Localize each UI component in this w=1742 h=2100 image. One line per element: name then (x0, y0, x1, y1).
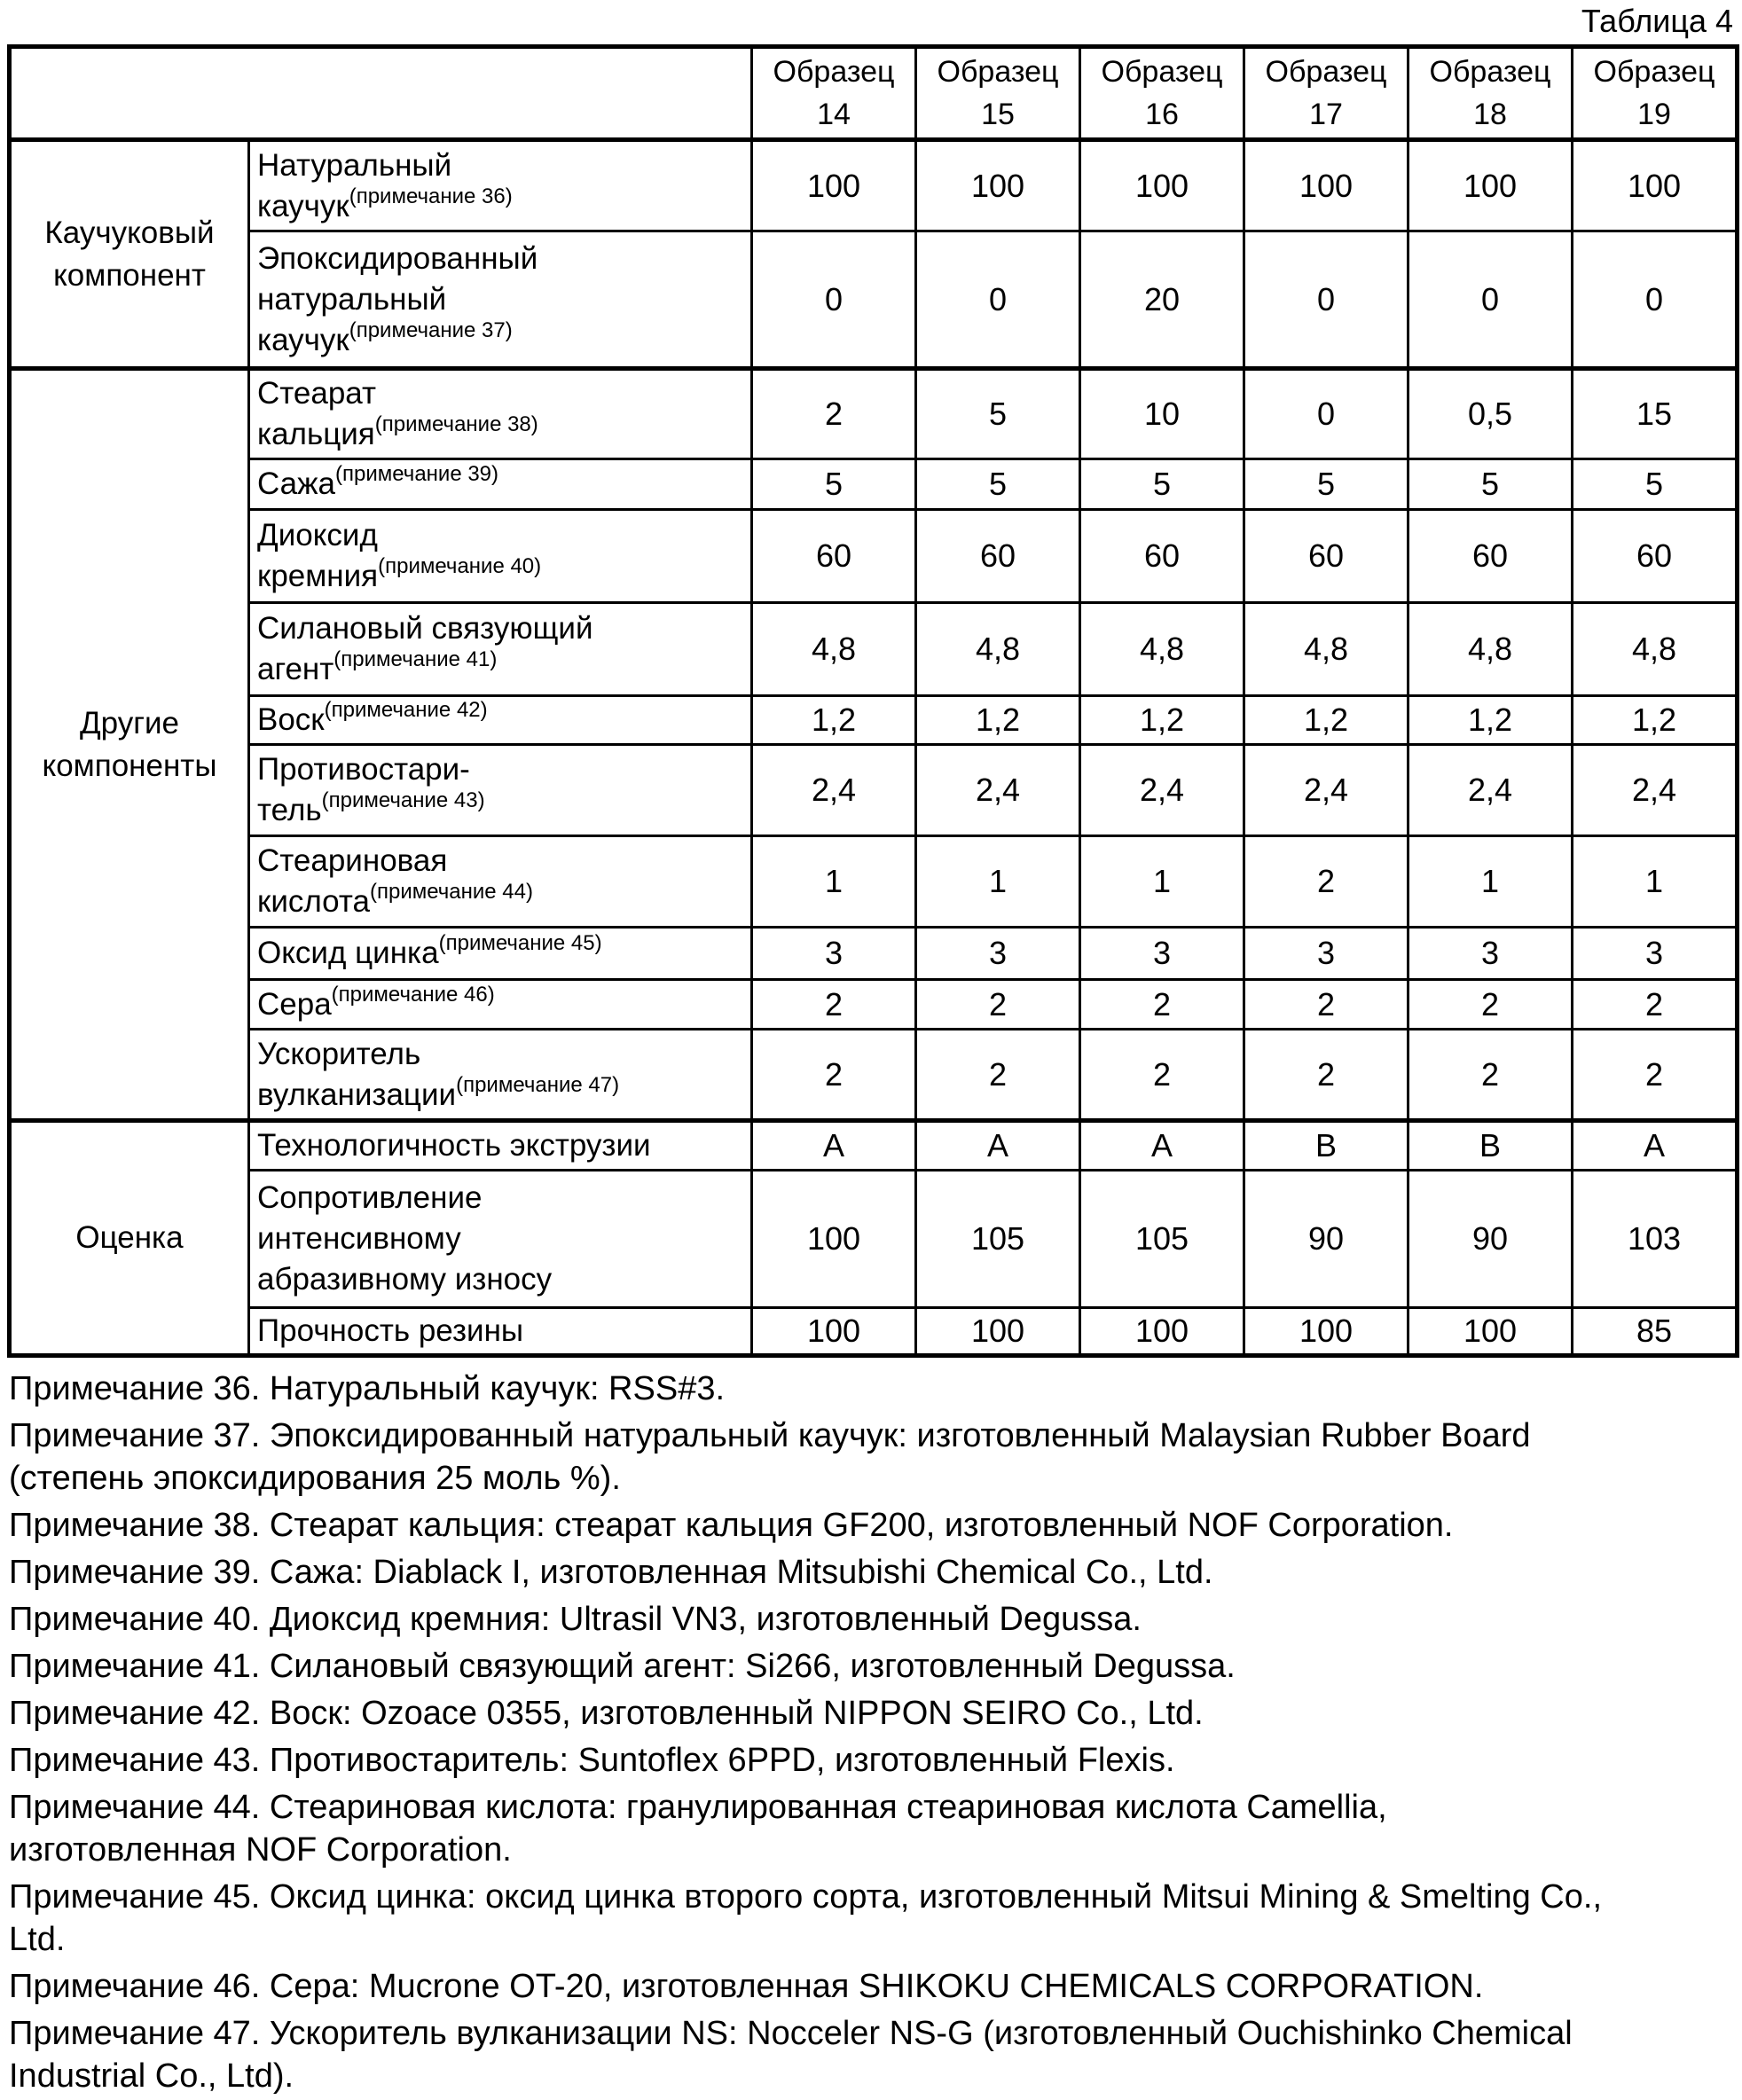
value-cell: 2 (1409, 980, 1573, 1030)
group-label-line: компоненты (42, 748, 217, 783)
table-row (10, 1171, 1738, 1308)
value-cell: 100 (1244, 1308, 1409, 1356)
component-name-text: Воск (257, 702, 325, 737)
component-name-line (257, 1259, 747, 1300)
value-cell: 5 (1080, 459, 1244, 510)
component-name-line (257, 1311, 747, 1352)
component-name-line (257, 1125, 747, 1166)
value-cell: 0 (916, 231, 1080, 369)
value-cell: 100 (1080, 1308, 1244, 1356)
value-cell: 1,2 (1080, 696, 1244, 745)
note-text: Примечание 42. Воск: Ozoace 0355, изготовленный NIPPON SEIRO Co., Ltd. (9, 1695, 1204, 1732)
group-label-cell (10, 140, 249, 369)
component-name-cell (249, 140, 752, 231)
table-row (10, 603, 1738, 696)
component-name-text: вулканизации (257, 1077, 457, 1112)
column-header-number: 14 (817, 98, 851, 131)
value-cell: 103 (1573, 1171, 1738, 1308)
value-cell: 2,4 (1573, 745, 1738, 836)
component-name-line (257, 1034, 747, 1075)
value-cell: 2 (1244, 980, 1409, 1030)
component-name-line (257, 608, 747, 649)
component-name-line (257, 984, 747, 1025)
component-name-cell (249, 745, 752, 836)
component-name-line (257, 1072, 747, 1116)
value-cell: B (1409, 1121, 1573, 1171)
note-text: Примечание 40. Диоксид кремния: Ultrasil VN3, изготовленный Degussa. (9, 1601, 1142, 1638)
component-name-text: интенсивному (257, 1221, 461, 1256)
component-name-line (257, 515, 747, 556)
table-row (10, 928, 1738, 980)
note-text: Примечание 39. Сажа: Diablack I, изготовленная Mitsubishi Chemical Co., Ltd. (9, 1554, 1213, 1591)
table-row (10, 696, 1738, 745)
table-row (10, 459, 1738, 510)
component-name-text: Технологичность экструзии (257, 1128, 651, 1163)
value-cell: 2,4 (1080, 745, 1244, 836)
value-cell: 5 (1244, 459, 1409, 510)
note-reference: (примечание 37) (349, 317, 513, 342)
component-name-line (257, 882, 747, 922)
value-cell: 15 (1573, 369, 1738, 459)
column-header-sample-17 (1244, 47, 1409, 140)
component-name-line (257, 649, 747, 690)
component-name-cell (249, 836, 752, 928)
component-name-cell (249, 231, 752, 369)
value-cell: 2,4 (1409, 745, 1573, 836)
column-header-word: Образец (1265, 55, 1387, 89)
value-cell: 100 (752, 1308, 916, 1356)
value-cell: 2 (752, 369, 916, 459)
value-cell: 4,8 (752, 603, 916, 696)
table-row (10, 1308, 1738, 1356)
value-cell: 100 (1409, 140, 1573, 231)
value-cell: 2,4 (752, 745, 916, 836)
component-name-line (257, 1218, 747, 1259)
component-name-cell (249, 1171, 752, 1308)
note-text: Примечание 44. Стеариновая кислота: гранулированная стеариновая кислота Camellia, изготовленная NOF Corporation. (9, 1789, 1387, 1869)
component-name-line (257, 145, 747, 186)
column-header-number: 18 (1473, 98, 1507, 131)
value-cell: 2 (1409, 1030, 1573, 1121)
column-header-sample-14 (752, 47, 916, 140)
value-cell: 0 (1409, 231, 1573, 369)
value-cell: 2 (752, 980, 916, 1030)
note-reference: (примечание 43) (321, 788, 485, 812)
note-text: Примечание 45. Оксид цинка: оксид цинка второго сорта, изготовленный Mitsui Mining & Smelting Co., Ltd. (9, 1878, 1603, 1958)
value-cell: A (752, 1121, 916, 1171)
column-header-word: Образец (1593, 55, 1715, 89)
value-cell: 1,2 (1573, 696, 1738, 745)
note-reference: (примечание 38) (374, 412, 538, 436)
value-cell: 1 (916, 836, 1080, 928)
value-cell: 0 (1244, 231, 1409, 369)
value-cell: 2,4 (916, 745, 1080, 836)
value-cell: 1 (1409, 836, 1573, 928)
value-cell: 2 (1080, 1030, 1244, 1121)
component-name-line (257, 749, 747, 790)
value-cell: 100 (752, 1171, 916, 1308)
component-name-line (257, 700, 747, 740)
value-cell: 2 (1244, 836, 1409, 928)
value-cell: 60 (916, 510, 1080, 603)
group-label-line: компонент (53, 257, 206, 293)
column-header-sample-19 (1573, 47, 1738, 140)
column-header-sample-18 (1409, 47, 1573, 140)
component-name-text: кальция (257, 417, 375, 451)
column-header-word: Образец (1429, 55, 1551, 89)
component-name-text: натуральный (257, 281, 447, 317)
component-name-text: Сера (257, 986, 332, 1022)
note-reference: (примечание 42) (324, 698, 488, 722)
table-row (10, 231, 1738, 369)
component-name-cell (249, 696, 752, 745)
value-cell: 4,8 (1573, 603, 1738, 696)
table-row (10, 1121, 1738, 1171)
note-reference: (примечание 36) (349, 184, 513, 208)
value-cell: 2 (1573, 1030, 1738, 1121)
value-cell: 60 (1244, 510, 1409, 603)
component-name-line (257, 279, 747, 320)
value-cell: 60 (1080, 510, 1244, 603)
note-text: Примечание 47. Ускоритель вулканизации NS: Nocceler NS-G (изготовленный Ouchishinko Chemical Industrial Co., Ltd). (9, 2015, 1573, 2095)
value-cell: 105 (916, 1171, 1080, 1308)
value-cell: 2 (752, 1030, 916, 1121)
value-cell: 100 (1080, 140, 1244, 231)
value-cell: 2 (1573, 980, 1738, 1030)
note-reference: (примечание 46) (331, 982, 495, 1007)
value-cell: 60 (752, 510, 916, 603)
component-name-text: Противостари- (257, 752, 470, 787)
value-cell: 5 (916, 369, 1080, 459)
note-text: Примечание 36. Натуральный каучук: RSS#3. (9, 1370, 726, 1407)
value-cell: 1,2 (1244, 696, 1409, 745)
value-cell: 2,4 (1244, 745, 1409, 836)
component-name-text: агент (257, 652, 334, 686)
value-cell: 90 (1244, 1171, 1409, 1308)
value-cell: 3 (1573, 928, 1738, 980)
component-name-text: Стеариновая (257, 843, 448, 878)
value-cell: 1,2 (752, 696, 916, 745)
value-cell: 100 (752, 140, 916, 231)
value-cell: 1 (752, 836, 916, 928)
component-name-text: Эпоксидированный (257, 240, 538, 276)
group-label-line: Другие (79, 705, 180, 740)
value-cell: 5 (1573, 459, 1738, 510)
value-cell: 2 (1244, 1030, 1409, 1121)
column-header-word: Образец (937, 55, 1059, 89)
component-name-text: Оксид цинка (257, 936, 439, 970)
value-cell: 100 (916, 1308, 1080, 1356)
value-cell: 85 (1573, 1308, 1738, 1356)
column-header-number: 15 (981, 98, 1015, 131)
value-cell: 5 (752, 459, 916, 510)
value-cell: 2 (1080, 980, 1244, 1030)
value-cell: 0 (1244, 369, 1409, 459)
component-name-text: каучук (257, 322, 349, 357)
value-cell: 3 (752, 928, 916, 980)
component-name-text: каучук (257, 188, 349, 223)
group-label-line: Каучуковый (44, 215, 215, 250)
value-cell: 1 (1080, 836, 1244, 928)
component-name-line (257, 414, 747, 455)
column-header-sample-15 (916, 47, 1080, 140)
component-name-text: кислота (257, 884, 370, 919)
note-reference: (примечание 40) (378, 554, 542, 578)
table-row (10, 836, 1738, 928)
value-cell: 4,8 (1244, 603, 1409, 696)
value-cell: 1,2 (916, 696, 1080, 745)
component-name-text: абразивному износу (257, 1262, 553, 1297)
composition-table (7, 44, 1739, 1358)
column-header-sample-16 (1080, 47, 1244, 140)
note-reference: (примечание 41) (333, 647, 498, 671)
component-name-cell (249, 980, 752, 1030)
component-name-line (257, 373, 747, 414)
component-name-text: Силановый связующий (257, 611, 593, 646)
value-cell: A (1080, 1121, 1244, 1171)
table-row (10, 745, 1738, 836)
value-cell: 3 (1080, 928, 1244, 980)
value-cell: 3 (1409, 928, 1573, 980)
component-name-line (257, 464, 747, 505)
value-cell: 100 (1244, 140, 1409, 231)
value-cell: 100 (916, 140, 1080, 231)
value-cell: 2 (916, 1030, 1080, 1121)
component-name-text: Диоксид (257, 518, 378, 552)
note-text: Примечание 41. Силановый связующий агент: Si266, изготовленный Degussa. (9, 1648, 1236, 1685)
value-cell: 90 (1409, 1171, 1573, 1308)
component-name-text: Прочность резины (257, 1313, 524, 1348)
note-text: Примечание 38. Стеарат кальция: стеарат кальция GF200, изготовленный NOF Corporation. (9, 1507, 1454, 1544)
value-cell: 1,2 (1409, 696, 1573, 745)
component-name-text: Сопротивление (257, 1180, 483, 1215)
component-name-line (257, 239, 747, 279)
value-cell: 5 (916, 459, 1080, 510)
note-reference: (примечание 39) (335, 462, 499, 486)
component-name-text: кремния (257, 559, 379, 593)
component-name-text: Сажа (257, 466, 336, 501)
component-name-cell (249, 1030, 752, 1121)
component-name-line (257, 186, 747, 227)
component-name-cell (249, 1308, 752, 1356)
header-row (10, 47, 1738, 140)
component-name-cell (249, 369, 752, 459)
table-row (10, 140, 1738, 231)
note-text: Примечание 37. Эпоксидированный натуральный каучук: изготовленный Malaysian Rubber Board (степень эпоксидирования 25 моль %). (9, 1417, 1531, 1497)
value-cell: 20 (1080, 231, 1244, 369)
value-cell: 4,8 (916, 603, 1080, 696)
value-cell: 100 (1573, 140, 1738, 231)
component-name-text: Натуральный (257, 147, 452, 183)
component-name-line (257, 933, 747, 974)
note-text: Примечание 43. Противостаритель: Suntoflex 6PPD, изготовленный Flexis. (9, 1742, 1175, 1779)
value-cell: 4,8 (1409, 603, 1573, 696)
component-name-line (257, 556, 747, 597)
column-header-number: 16 (1145, 98, 1179, 131)
value-cell: 2 (916, 980, 1080, 1030)
value-cell: 1 (1573, 836, 1738, 928)
table-row (10, 369, 1738, 459)
table-row (10, 980, 1738, 1030)
empty-header-cell (10, 47, 752, 140)
value-cell: 0 (752, 231, 916, 369)
column-header-word: Образец (773, 55, 895, 89)
note-reference: (примечание 45) (438, 931, 602, 955)
component-name-line (257, 790, 747, 831)
note-reference: (примечание 44) (369, 880, 533, 904)
value-cell: 60 (1573, 510, 1738, 603)
component-name-text: Ускоритель (257, 1036, 421, 1071)
group-label-line: Оценка (75, 1220, 184, 1255)
component-name-line (257, 1178, 747, 1218)
component-name-cell (249, 603, 752, 696)
component-name-text: тель (257, 793, 322, 827)
value-cell: 100 (1409, 1308, 1573, 1356)
value-cell: 3 (1244, 928, 1409, 980)
notes-section (9, 1367, 1605, 2100)
component-name-cell (249, 510, 752, 603)
note-text: Примечание 46. Сера: Mucrone OT-20, изготовленная SHIKOKU CHEMICALS CORPORATION. (9, 1968, 1484, 2005)
value-cell: B (1244, 1121, 1409, 1171)
group-label-cell (10, 1121, 249, 1356)
component-name-cell (249, 459, 752, 510)
value-cell: 0 (1573, 231, 1738, 369)
group-label-cell (10, 369, 249, 1121)
table-row (10, 510, 1738, 603)
value-cell: 105 (1080, 1171, 1244, 1308)
component-name-line (257, 841, 747, 882)
component-name-cell (249, 928, 752, 980)
value-cell: A (916, 1121, 1080, 1171)
value-cell: 5 (1409, 459, 1573, 510)
table-title: Таблица 4 (1581, 3, 1733, 39)
value-cell: 10 (1080, 369, 1244, 459)
component-name-cell (249, 1121, 752, 1171)
note-reference: (примечание 47) (456, 1072, 620, 1097)
value-cell: 0,5 (1409, 369, 1573, 459)
value-cell: A (1573, 1121, 1738, 1171)
value-cell: 60 (1409, 510, 1573, 603)
column-header-number: 17 (1309, 98, 1343, 131)
column-header-word: Образец (1101, 55, 1223, 89)
value-cell: 3 (916, 928, 1080, 980)
value-cell: 4,8 (1080, 603, 1244, 696)
column-header-number: 19 (1637, 98, 1671, 131)
table-row (10, 1030, 1738, 1121)
component-name-text: Стеарат (257, 376, 377, 411)
component-name-line (257, 317, 747, 361)
